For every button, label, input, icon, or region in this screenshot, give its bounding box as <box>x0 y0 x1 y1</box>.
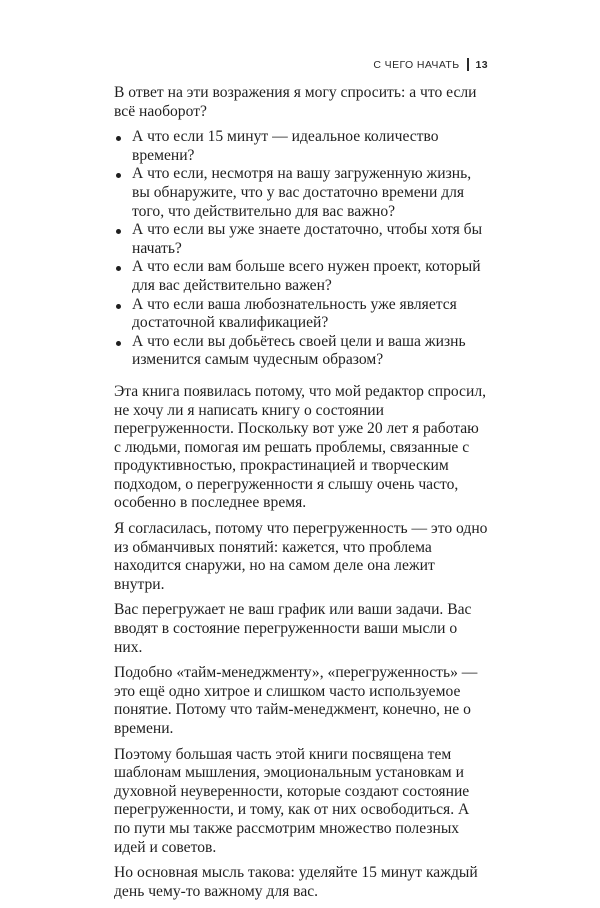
body-text <box>114 84 488 908</box>
list-item-text: А что если вы уже знаете достаточно, чтобы хотя бы начать? <box>132 221 483 257</box>
list-item-text: А что если ваша любознательность уже является достаточной квалификацией? <box>132 295 457 332</box>
list-item <box>114 333 488 370</box>
list-item <box>114 165 488 221</box>
list-item <box>114 258 488 295</box>
list-item-text: А что если 15 минут — идеальное количество времени? <box>132 128 439 164</box>
paragraph: Эта книга появилась потому, что мой редактор спросил, не хочу ли я написать книгу о состоянии перегруженности. Поскольку вот уже 20 лет я работаю с людьми, помогая им решать проблемы, связанные с продуктивностью, прокрастинацией и творческим подходом, о перегруженности я слышу очень часто, особенно в последнее время. <box>114 382 486 512</box>
bullet-icon <box>116 229 121 234</box>
bullet-icon <box>116 136 121 141</box>
bullet-icon <box>116 341 121 346</box>
paragraph: Подобно «тайм-менеджменту», «перегруженность» — это ещё одно хитрое и слишком часто используемое понятие. Потому что тайм-менеджмент, конечно, не о времени. <box>114 664 478 737</box>
list-item <box>114 296 488 333</box>
bullet-icon <box>116 304 121 309</box>
list-item-text: А что если вы добьётесь своей цели и ваша жизнь изменится самым чудесным образом? <box>132 332 466 369</box>
intro-paragraph: В ответ на эти возражения я могу спросить: а что если всё наоборот? <box>114 84 477 120</box>
chapter-title: С ЧЕГО НАЧАТЬ <box>373 58 460 71</box>
list-item <box>114 221 488 258</box>
paragraph: Вас перегружает не ваш график или ваши задачи. Вас вводят в состояние перегруженности ваши мысли о них. <box>114 601 472 656</box>
bullet-icon <box>116 266 121 271</box>
question-list <box>114 128 488 370</box>
bullet-icon <box>116 173 121 178</box>
running-head <box>373 58 488 71</box>
paragraph: Но основная мысль такова: уделяйте 15 минут каждый день чему-то важному для вас. <box>114 864 478 900</box>
list-item-text: А что если, несмотря на вашу загруженную жизнь, вы обнаружите, что у вас достаточно времени для того, что действительно для вас важно? <box>132 165 472 220</box>
list-item-text: А что если вам больше всего нужен проект, который для вас действительно важен? <box>132 258 481 294</box>
paragraph: Поэтому большая часть этой книги посвящена тем шаблонам мышления, эмоциональным установкам и духовной неуверенности, которые создают состояние перегруженности, и тому, как от них освободиться. А по пути мы также рассмотрим множество полезных идей и советов. <box>114 745 470 856</box>
running-head-divider <box>467 58 469 71</box>
paragraph: Я согласилась, потому что перегруженность — это одно из обманчивых понятий: кажется, что проблема находится снаружи, но на самом деле она лежит внутри. <box>114 520 488 593</box>
page-number: 13 <box>475 58 488 71</box>
list-item <box>114 128 488 165</box>
